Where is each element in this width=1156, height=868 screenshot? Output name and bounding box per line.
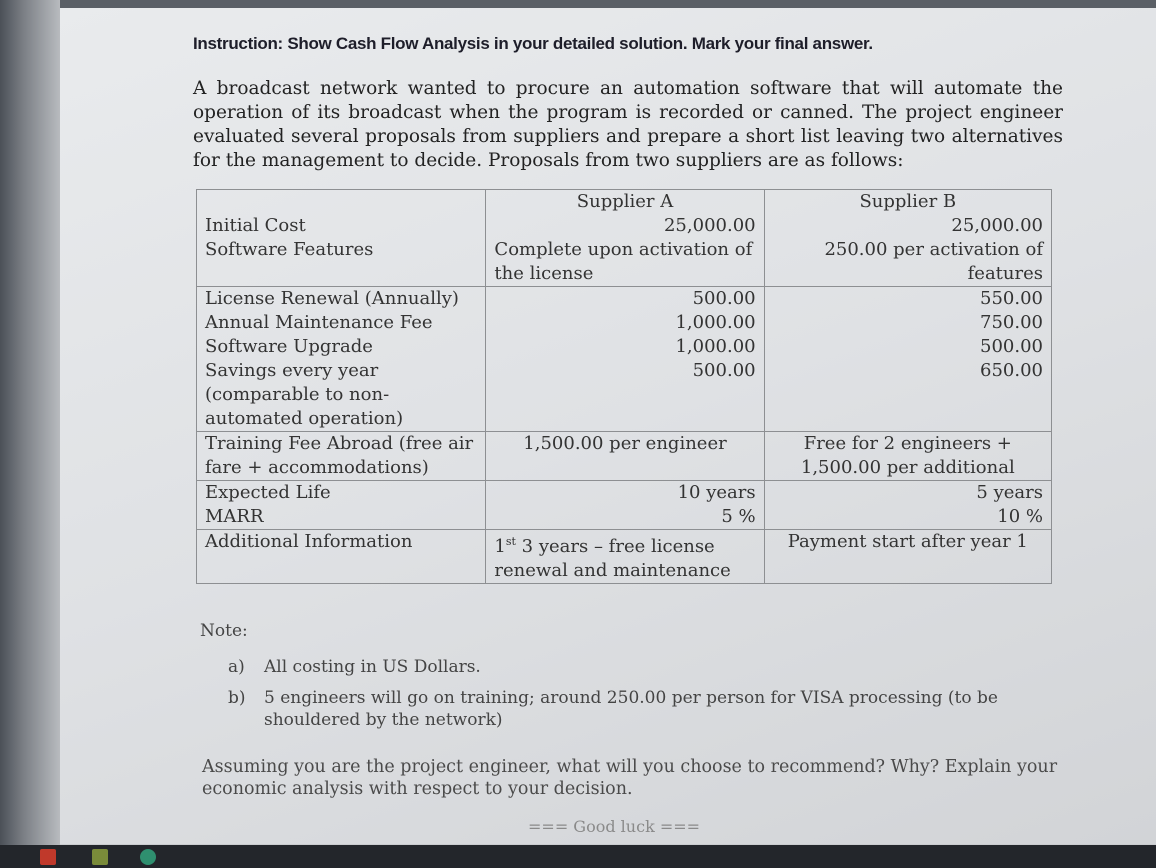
supplier-a-license-renewal: 500.00 — [692, 288, 756, 309]
row-label: License Renewal (Annually) Annual Maintenance Fee Software Upgrade Savings every year (comparable to non-automated operation) — [197, 287, 486, 432]
browser-icon[interactable] — [140, 849, 156, 865]
screen-top-edge — [0, 0, 1156, 8]
supplier-a-upgrade: 1,000.00 — [675, 336, 756, 357]
supplier-b-savings: 650.00 — [980, 360, 1043, 381]
supplier-b-cell — [764, 190, 1051, 287]
row-label: Training Fee Abroad (free air fare + accommodations) — [197, 432, 486, 481]
table-row — [197, 530, 1052, 584]
taskbar — [0, 845, 1156, 868]
intro-paragraph: A broadcast network wanted to procure an automation software that will automate the operation of its broadcast when the program is recorded or canned. The project engineer evaluated several proposals from suppliers and prepare a short list leaving two alternatives for the management to decide. Proposals from two suppliers are as follows: — [193, 78, 1063, 171]
good-luck-footer: === Good luck === — [528, 817, 701, 836]
note-title: Note: — [200, 621, 248, 641]
supplier-b-additional: Payment start after year 1 — [764, 530, 1051, 584]
supplier-a-cell — [486, 481, 764, 530]
supplier-a-maintenance: 1,000.00 — [675, 312, 756, 333]
app-icon[interactable] — [40, 849, 56, 865]
proposals-table — [196, 189, 1052, 584]
supplier-a-life: 10 years — [677, 482, 756, 503]
list-item: a) All costing in US Dollars. — [228, 657, 481, 677]
supplier-a-header: Supplier A — [576, 191, 674, 212]
supplier-a-initial-cost: 25,000.00 — [663, 215, 756, 236]
table-row — [197, 481, 1052, 530]
supplier-b-maintenance: 750.00 — [980, 312, 1043, 333]
row-label: Initial Cost Software Features — [197, 190, 486, 287]
table-row — [197, 432, 1052, 481]
app-icon[interactable] — [92, 849, 108, 865]
supplier-b-header: Supplier B — [859, 191, 957, 212]
supplier-b-upgrade: 500.00 — [980, 336, 1043, 357]
supplier-a-cell — [486, 190, 764, 287]
supplier-b-cell — [764, 481, 1051, 530]
supplier-b-features: 250.00 per activation of features — [824, 239, 1043, 284]
notes-list — [228, 656, 1048, 740]
supplier-a-additional: 1st 3 years – free license renewal and maintenance — [486, 530, 764, 584]
instruction-text: Instruction: Show Cash Flow Analysis in your detailed solution. Mark your final answer. — [193, 34, 873, 53]
screen-left-edge — [0, 0, 60, 845]
supplier-b-cell — [764, 287, 1051, 432]
supplier-a-savings: 500.00 — [692, 360, 756, 381]
supplier-b-marr: 10 % — [997, 506, 1043, 527]
supplier-b-initial-cost: 25,000.00 — [951, 215, 1043, 236]
table-row — [197, 287, 1052, 432]
supplier-a-features: Complete upon activation of the license — [494, 239, 753, 284]
list-item: b) 5 engineers will go on training; around 250.00 per person for VISA processing (to be shouldered by the network) — [228, 688, 998, 730]
supplier-b-life: 5 years — [976, 482, 1043, 503]
supplier-a-cell — [486, 287, 764, 432]
row-label: Additional Information — [197, 530, 486, 584]
supplier-b-training: Free for 2 engineers + 1,500.00 per additional — [764, 432, 1051, 481]
supplier-a-training: 1,500.00 per engineer — [486, 432, 764, 481]
row-label: Expected Life MARR — [197, 481, 486, 530]
supplier-a-marr: 5 % — [721, 506, 756, 527]
table-row — [197, 190, 1052, 287]
supplier-b-license-renewal: 550.00 — [980, 288, 1043, 309]
question-text: Assuming you are the project engineer, what will you choose to recommend? Why? Explain your economic analysis with respect to your decision. — [202, 757, 1058, 799]
